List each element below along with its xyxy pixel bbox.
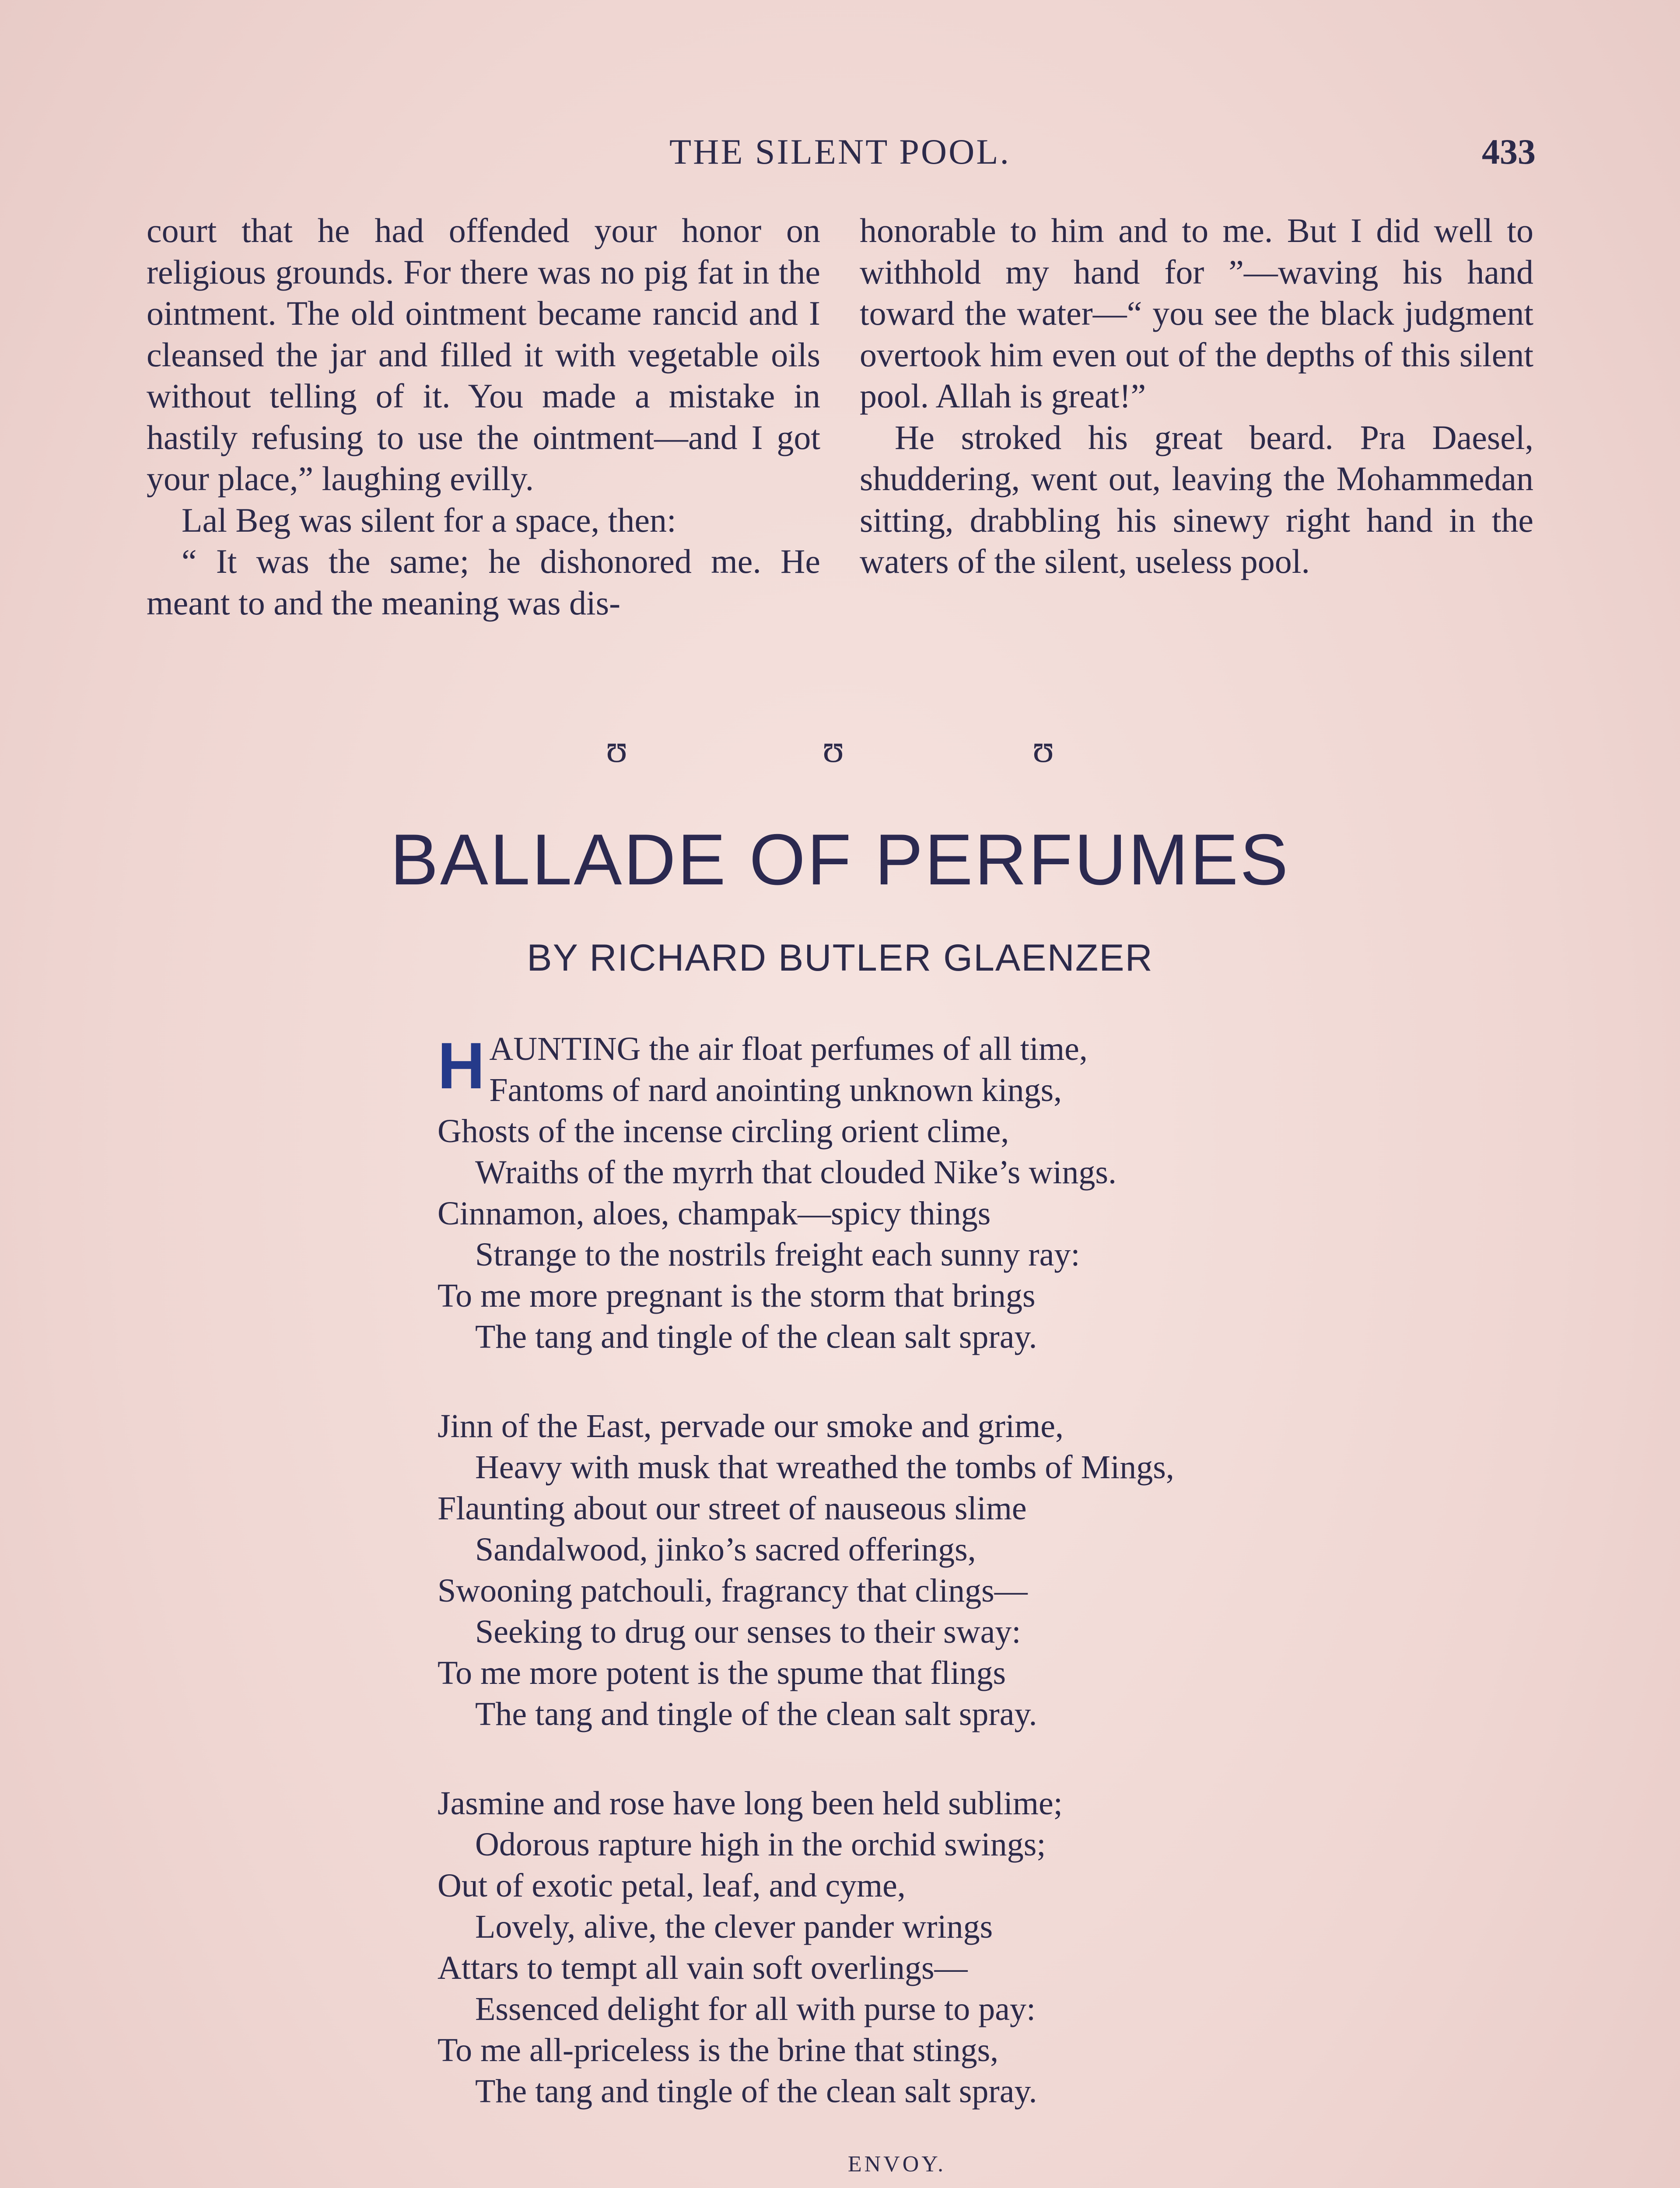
page-header xyxy=(0,131,1680,184)
drop-cap: H xyxy=(438,1029,485,1102)
poem-line: Wraiths of the myrrh that clouded Nike’s wings. xyxy=(475,1154,1116,1191)
story-paragraph: honorable to him and to me. But I did well to withhold my hand for ”—waving his hand toward the water—“ you see the black judgment overtook him even out of the depths of this silent pool. Allah is great!” xyxy=(860,211,1533,415)
story-paragraph: He stroked his great beard. Pra Daesel, shuddering, went out, leaving the Mohammedan sitting, drabbling his sinewy right hand in the waters of the silent, useless pool. xyxy=(860,418,1533,580)
section-ornaments xyxy=(0,726,1680,779)
ornament-icon: ʊ xyxy=(606,727,628,771)
poem-line: The tang and tingle of the clean salt spray. xyxy=(475,2073,1037,2110)
poem-line: Sandalwood, jinko’s sacred offerings, xyxy=(475,1531,976,1568)
poem-line: Strange to the nostrils freight each sunny ray: xyxy=(475,1236,1080,1273)
poem-line: To me more pregnant is the storm that brings xyxy=(438,1277,1036,1314)
poem-line: Out of exotic petal, leaf, and cyme, xyxy=(438,1867,906,1904)
poem-line: Seeking to drug our senses to their sway: xyxy=(475,1613,1021,1650)
poem-line: Cinnamon, aloes, champak—spicy things xyxy=(438,1195,991,1232)
poem-line: Attars to tempt all vain soft overlings— xyxy=(438,1950,968,1986)
poem-line: Lovely, alive, the clever pander wrings xyxy=(475,1908,993,1945)
story-paragraph: Lal Beg was silent for a space, then: xyxy=(182,501,676,539)
poem-line: The tang and tingle of the clean salt spray. xyxy=(475,1696,1037,1732)
poem-title: BALLADE OF PERFUMES xyxy=(390,819,1290,900)
envoy-heading: ENVOY. xyxy=(847,2152,946,2177)
running-title: THE SILENT POOL. xyxy=(669,132,1011,172)
poem-body xyxy=(438,1028,1400,2188)
poem-line: Ghosts of the incense circling orient clime, xyxy=(438,1113,1009,1150)
poem-line: The tang and tingle of the clean salt spray. xyxy=(475,1318,1037,1355)
poem-line: Fantoms of nard anointing unknown kings, xyxy=(489,1072,1062,1108)
stanza xyxy=(438,1783,1400,2112)
stanza xyxy=(438,1406,1400,1735)
poem-line: To me all-priceless is the brine that stings, xyxy=(438,2032,999,2069)
story-paragraph: court that he had offended your honor on religious grounds. For there was no pig fat in the ointment. The old ointment became rancid and I cleansed the jar and filled it with vegetable oils without telling of it. You made a mistake in hastily refusing to use the ointment—and I got your place,” laughing evilly. xyxy=(147,211,820,498)
ornament-icon: ʊ xyxy=(1032,727,1054,771)
story-column-right xyxy=(860,210,1533,582)
poem-line: Jinn of the East, pervade our smoke and grime, xyxy=(438,1408,1064,1445)
ornament-icon: ʊ xyxy=(822,727,844,771)
poem-byline: BY RICHARD BUTLER GLAENZER xyxy=(527,937,1153,979)
poem-line: Odorous rapture high in the orchid swings; xyxy=(475,1826,1046,1863)
stanza xyxy=(438,1028,1400,1357)
page-number: 433 xyxy=(1482,132,1536,172)
poem-line: Flaunting about our street of nauseous slime xyxy=(438,1490,1027,1527)
story-paragraph: “ It was the same; he dishonored me. He meant to and the meaning was dis- xyxy=(147,542,820,622)
story-column-left xyxy=(147,210,820,624)
poem-line: Swooning patchouli, fragrancy that clings— xyxy=(438,1572,1028,1609)
poem-line-text: AUNTING the air float perfumes of all time, xyxy=(489,1031,1088,1067)
poem-line: Essenced delight for all with purse to pay: xyxy=(475,1991,1036,2027)
poem-line: Jasmine and rose have long been held sublime; xyxy=(438,1785,1063,1822)
poem-line: To me more potent is the spume that flings xyxy=(438,1655,1006,1691)
poem-line: Heavy with musk that wreathed the tombs of Mings, xyxy=(475,1449,1174,1486)
